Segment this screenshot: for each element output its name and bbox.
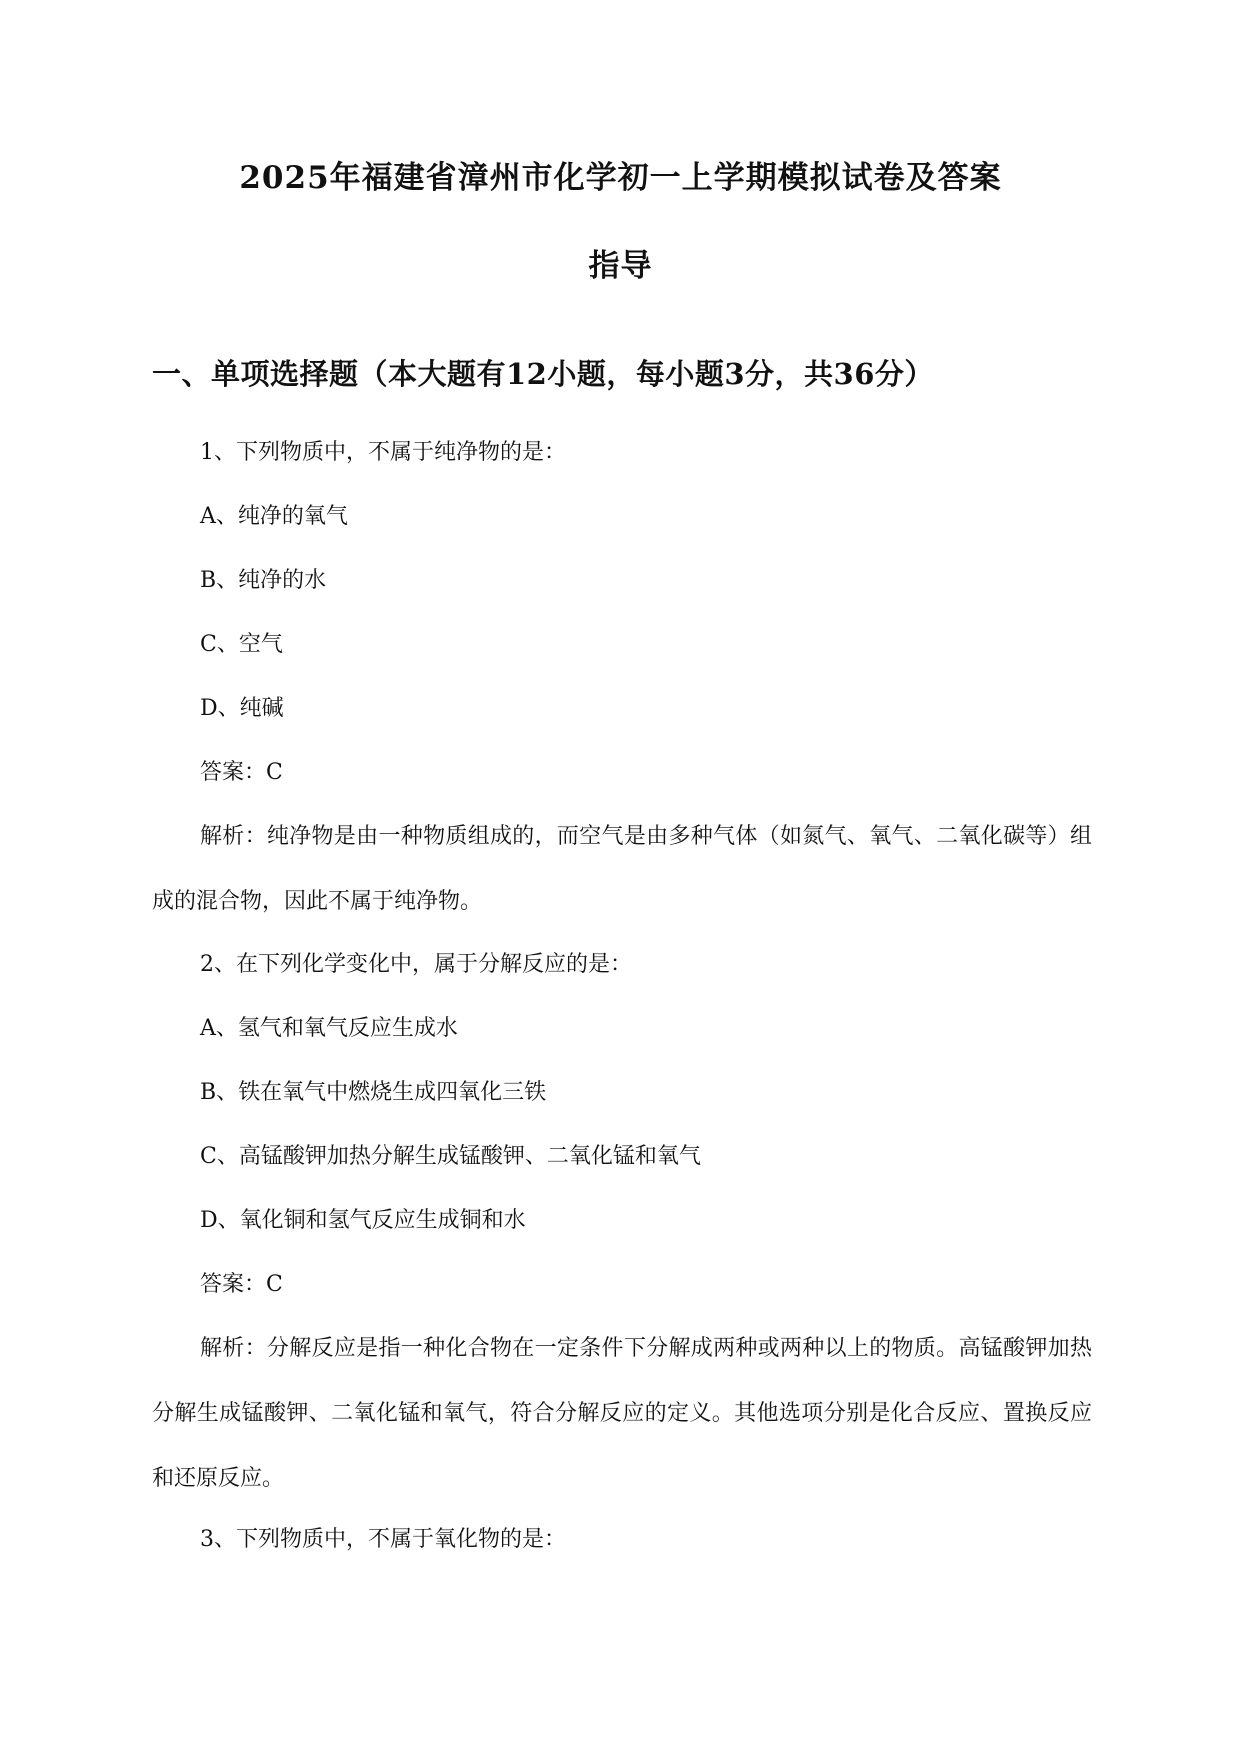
question-2-option-a: A、氢气和氧气反应生成水 — [200, 1016, 458, 1041]
section-title: 一、单项选择题（本大题有12小题，每小题3分，共36分） — [152, 357, 934, 391]
question-1-stem: 1、下列物质中，不属于纯净物的是： — [200, 440, 566, 465]
question-2-analysis: 解析：分解反应是指一种化合物在一定条件下分解成两种或两种以上的物质。高锰酸钾加热分解生成锰酸钾、二氧化锰和氧气，符合分解反应的定义。其他选项分别是化合反应、置换反应和还原反应。 — [152, 1336, 1092, 1491]
question-2-stem: 2、在下列化学变化中，属于分解反应的是： — [200, 952, 632, 977]
question-1-option-b: B、纯净的水 — [200, 568, 327, 593]
question-1-option-c: C、空气 — [200, 632, 283, 657]
question-1-option-d: D、纯碱 — [200, 696, 284, 721]
question-1-option-a: A、纯净的氧气 — [200, 504, 348, 529]
question-3-stem: 3、下列物质中，不属于氧化物的是： — [200, 1527, 566, 1552]
question-2-answer: 答案：C — [200, 1272, 283, 1297]
document-title-continued: 指导 — [588, 248, 653, 284]
question-2-option-c: C、高锰酸钾加热分解生成锰酸钾、二氧化锰和氧气 — [200, 1144, 701, 1169]
question-1-analysis: 解析：纯净物是由一种物质组成的，而空气是由多种气体（如氮气、氧气、二氧化碳等）组成的混合物，因此不属于纯净物。 — [152, 824, 1092, 914]
question-2-option-d: D、氧化铜和氢气反应生成铜和水 — [200, 1208, 526, 1233]
question-1-answer: 答案：C — [200, 760, 283, 785]
question-2-option-b: B、铁在氧气中燃烧生成四氧化三铁 — [200, 1080, 547, 1105]
document-title: 2025年福建省漳州市化学初一上学期模拟试卷及答案 — [239, 160, 1002, 196]
